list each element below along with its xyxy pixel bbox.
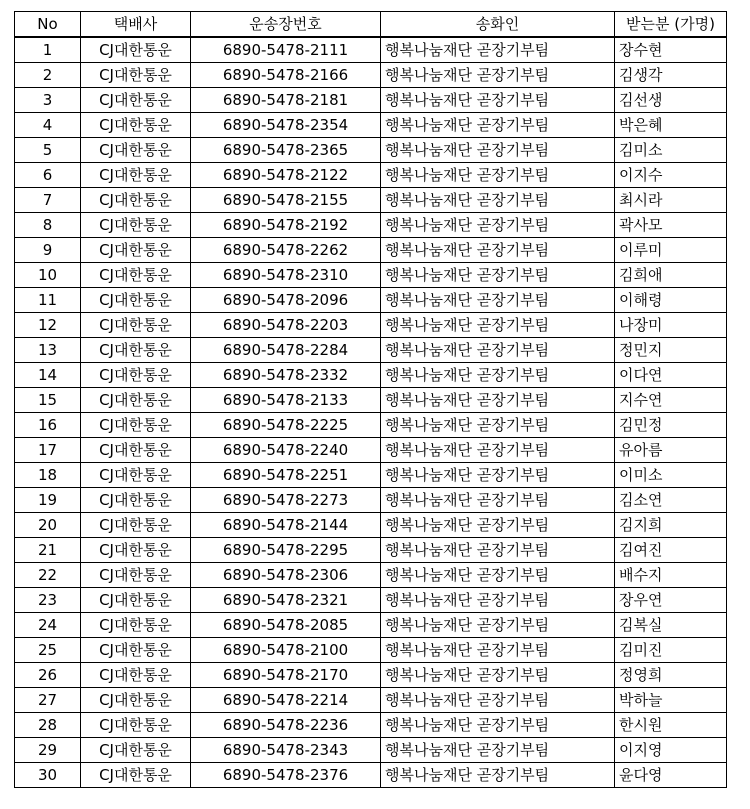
cell-carrier: CJ대한통운 [81,613,191,638]
cell-tracking-number: 6890-5478-2122 [191,163,381,188]
cell-no: 21 [15,538,81,563]
cell-carrier: CJ대한통운 [81,738,191,763]
cell-no: 9 [15,238,81,263]
cell-no: 29 [15,738,81,763]
cell-tracking-number: 6890-5478-2181 [191,88,381,113]
cell-tracking-number: 6890-5478-2343 [191,738,381,763]
cell-carrier: CJ대한통운 [81,663,191,688]
cell-carrier: CJ대한통운 [81,163,191,188]
table-row [15,388,727,413]
cell-tracking-number: 6890-5478-2295 [191,538,381,563]
table-row [15,238,727,263]
cell-tracking-number: 6890-5478-2133 [191,388,381,413]
table-row [15,663,727,688]
cell-no: 19 [15,488,81,513]
cell-sender: 행복나눔재단 곧장기부팀 [381,413,615,438]
cell-carrier: CJ대한통운 [81,413,191,438]
cell-no: 3 [15,88,81,113]
cell-tracking-number: 6890-5478-2354 [191,113,381,138]
cell-carrier: CJ대한통운 [81,188,191,213]
cell-sender: 행복나눔재단 곧장기부팀 [381,388,615,413]
cell-no: 17 [15,438,81,463]
cell-sender: 행복나눔재단 곧장기부팀 [381,138,615,163]
cell-carrier: CJ대한통운 [81,763,191,788]
cell-tracking-number: 6890-5478-2332 [191,363,381,388]
cell-carrier: CJ대한통운 [81,288,191,313]
cell-recipient: 박하늘 [615,688,727,713]
cell-no: 7 [15,188,81,213]
cell-sender: 행복나눔재단 곧장기부팀 [381,88,615,113]
cell-tracking-number: 6890-5478-2203 [191,313,381,338]
cell-tracking-number: 6890-5478-2144 [191,513,381,538]
table-row [15,538,727,563]
cell-recipient: 이지영 [615,738,727,763]
cell-no: 28 [15,713,81,738]
table-row [15,563,727,588]
table-body [15,37,727,788]
cell-no: 2 [15,63,81,88]
table-row [15,113,727,138]
cell-carrier: CJ대한통운 [81,463,191,488]
cell-tracking-number: 6890-5478-2225 [191,413,381,438]
cell-carrier: CJ대한통운 [81,313,191,338]
cell-sender: 행복나눔재단 곧장기부팀 [381,688,615,713]
table-row [15,313,727,338]
cell-recipient: 나장미 [615,313,727,338]
cell-no: 8 [15,213,81,238]
table-row [15,163,727,188]
table-row [15,288,727,313]
header-tracking-number: 운송장번호 [191,12,381,38]
cell-tracking-number: 6890-5478-2365 [191,138,381,163]
table-row [15,438,727,463]
cell-sender: 행복나눔재단 곧장기부팀 [381,588,615,613]
cell-no: 20 [15,513,81,538]
cell-carrier: CJ대한통운 [81,513,191,538]
cell-sender: 행복나눔재단 곧장기부팀 [381,538,615,563]
cell-recipient: 한시원 [615,713,727,738]
cell-no: 14 [15,363,81,388]
cell-carrier: CJ대한통운 [81,37,191,63]
table-row [15,588,727,613]
cell-carrier: CJ대한통운 [81,363,191,388]
cell-sender: 행복나눔재단 곧장기부팀 [381,188,615,213]
cell-sender: 행복나눔재단 곧장기부팀 [381,288,615,313]
cell-no: 5 [15,138,81,163]
cell-sender: 행복나눔재단 곧장기부팀 [381,663,615,688]
cell-tracking-number: 6890-5478-2306 [191,563,381,588]
header-recipient: 받는분 (가명) [615,12,727,38]
cell-no: 1 [15,37,81,63]
table-row [15,138,727,163]
cell-recipient: 정민지 [615,338,727,363]
cell-recipient: 정영희 [615,663,727,688]
cell-no: 26 [15,663,81,688]
cell-recipient: 김희애 [615,263,727,288]
cell-tracking-number: 6890-5478-2321 [191,588,381,613]
header-no: No [15,12,81,38]
cell-sender: 행복나눔재단 곧장기부팀 [381,363,615,388]
cell-tracking-number: 6890-5478-2166 [191,63,381,88]
cell-no: 24 [15,613,81,638]
cell-sender: 행복나눔재단 곧장기부팀 [381,313,615,338]
cell-sender: 행복나눔재단 곧장기부팀 [381,513,615,538]
cell-sender: 행복나눔재단 곧장기부팀 [381,713,615,738]
cell-recipient: 박은혜 [615,113,727,138]
table-row [15,413,727,438]
cell-sender: 행복나눔재단 곧장기부팀 [381,488,615,513]
cell-tracking-number: 6890-5478-2310 [191,263,381,288]
cell-recipient: 이루미 [615,238,727,263]
table-row [15,37,727,63]
table-row [15,338,727,363]
cell-tracking-number: 6890-5478-2096 [191,288,381,313]
table-row [15,63,727,88]
cell-tracking-number: 6890-5478-2236 [191,713,381,738]
cell-sender: 행복나눔재단 곧장기부팀 [381,563,615,588]
table-row [15,463,727,488]
cell-recipient: 김미소 [615,138,727,163]
cell-sender: 행복나눔재단 곧장기부팀 [381,338,615,363]
cell-tracking-number: 6890-5478-2155 [191,188,381,213]
table-row [15,363,727,388]
cell-carrier: CJ대한통운 [81,438,191,463]
cell-tracking-number: 6890-5478-2273 [191,488,381,513]
cell-carrier: CJ대한통운 [81,138,191,163]
cell-carrier: CJ대한통운 [81,213,191,238]
cell-tracking-number: 6890-5478-2192 [191,213,381,238]
cell-no: 6 [15,163,81,188]
table-row [15,488,727,513]
cell-carrier: CJ대한통운 [81,113,191,138]
cell-no: 4 [15,113,81,138]
cell-recipient: 유아름 [615,438,727,463]
cell-carrier: CJ대한통운 [81,563,191,588]
cell-carrier: CJ대한통운 [81,588,191,613]
cell-tracking-number: 6890-5478-2251 [191,463,381,488]
cell-recipient: 김복실 [615,613,727,638]
cell-recipient: 장우연 [615,588,727,613]
table-row [15,763,727,788]
cell-sender: 행복나눔재단 곧장기부팀 [381,463,615,488]
shipment-table [14,11,727,788]
cell-no: 25 [15,638,81,663]
table-row [15,638,727,663]
shipment-sheet [14,11,727,788]
cell-sender: 행복나눔재단 곧장기부팀 [381,163,615,188]
table-row [15,738,727,763]
table-row [15,688,727,713]
cell-carrier: CJ대한통운 [81,688,191,713]
cell-no: 30 [15,763,81,788]
cell-carrier: CJ대한통운 [81,88,191,113]
table-row [15,513,727,538]
cell-sender: 행복나눔재단 곧장기부팀 [381,438,615,463]
cell-sender: 행복나눔재단 곧장기부팀 [381,113,615,138]
cell-tracking-number: 6890-5478-2085 [191,613,381,638]
table-row [15,88,727,113]
cell-tracking-number: 6890-5478-2111 [191,37,381,63]
cell-sender: 행복나눔재단 곧장기부팀 [381,638,615,663]
cell-no: 15 [15,388,81,413]
cell-carrier: CJ대한통운 [81,488,191,513]
table-row [15,613,727,638]
cell-sender: 행복나눔재단 곧장기부팀 [381,213,615,238]
cell-carrier: CJ대한통운 [81,338,191,363]
cell-recipient: 김소연 [615,488,727,513]
cell-recipient: 김여진 [615,538,727,563]
cell-recipient: 이미소 [615,463,727,488]
cell-sender: 행복나눔재단 곧장기부팀 [381,738,615,763]
cell-carrier: CJ대한통운 [81,388,191,413]
cell-tracking-number: 6890-5478-2100 [191,638,381,663]
cell-recipient: 김민정 [615,413,727,438]
cell-carrier: CJ대한통운 [81,63,191,88]
cell-no: 23 [15,588,81,613]
cell-no: 13 [15,338,81,363]
cell-recipient: 김미진 [615,638,727,663]
cell-no: 10 [15,263,81,288]
cell-sender: 행복나눔재단 곧장기부팀 [381,238,615,263]
cell-recipient: 윤다영 [615,763,727,788]
cell-no: 11 [15,288,81,313]
cell-carrier: CJ대한통운 [81,263,191,288]
cell-carrier: CJ대한통운 [81,538,191,563]
cell-no: 27 [15,688,81,713]
table-header [15,12,727,38]
table-row [15,713,727,738]
cell-recipient: 최시라 [615,188,727,213]
cell-recipient: 김생각 [615,63,727,88]
cell-tracking-number: 6890-5478-2284 [191,338,381,363]
cell-carrier: CJ대한통운 [81,638,191,663]
table-row [15,213,727,238]
cell-no: 12 [15,313,81,338]
cell-sender: 행복나눔재단 곧장기부팀 [381,63,615,88]
cell-tracking-number: 6890-5478-2170 [191,663,381,688]
cell-recipient: 이해령 [615,288,727,313]
cell-tracking-number: 6890-5478-2376 [191,763,381,788]
cell-no: 16 [15,413,81,438]
table-row [15,188,727,213]
cell-recipient: 이지수 [615,163,727,188]
cell-carrier: CJ대한통운 [81,713,191,738]
cell-tracking-number: 6890-5478-2262 [191,238,381,263]
header-carrier: 택배사 [81,12,191,38]
cell-recipient: 지수연 [615,388,727,413]
header-row [15,12,727,38]
cell-carrier: CJ대한통운 [81,238,191,263]
cell-recipient: 이다연 [615,363,727,388]
cell-no: 22 [15,563,81,588]
cell-sender: 행복나눔재단 곧장기부팀 [381,263,615,288]
table-row [15,263,727,288]
header-sender: 송화인 [381,12,615,38]
cell-recipient: 김지희 [615,513,727,538]
cell-tracking-number: 6890-5478-2240 [191,438,381,463]
cell-recipient: 김선생 [615,88,727,113]
cell-sender: 행복나눔재단 곧장기부팀 [381,613,615,638]
cell-recipient: 장수현 [615,37,727,63]
cell-recipient: 곽사모 [615,213,727,238]
cell-sender: 행복나눔재단 곧장기부팀 [381,37,615,63]
cell-no: 18 [15,463,81,488]
cell-sender: 행복나눔재단 곧장기부팀 [381,763,615,788]
cell-tracking-number: 6890-5478-2214 [191,688,381,713]
cell-recipient: 배수지 [615,563,727,588]
